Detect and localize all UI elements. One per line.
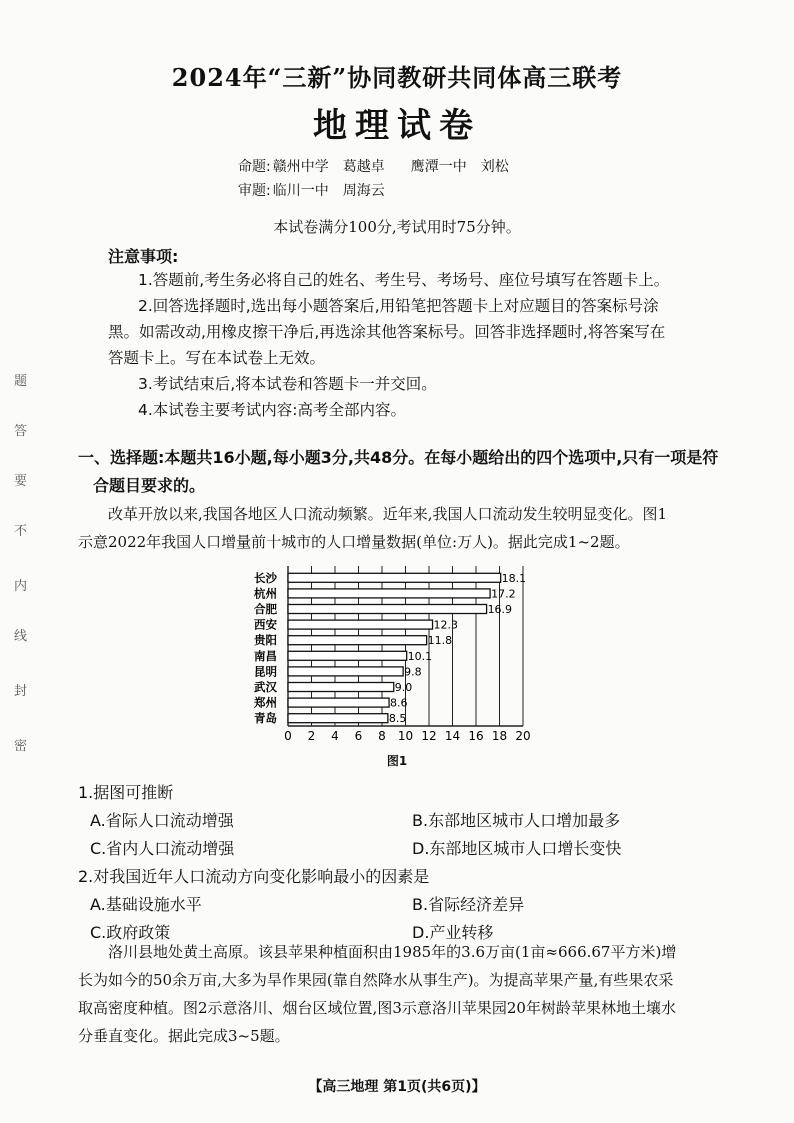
bar [288,651,407,660]
q1-option-a: A.省际人口流动增强 [90,811,234,830]
bar [288,714,388,723]
q2-option-b: B.省际经济差异 [412,895,525,914]
passage-1 [78,500,728,556]
proposer2-school: 鹰潭一中 [410,159,467,175]
passage-2-line2: 长为如今的50余万亩,大多为旱作果园(靠自然降水从事生产)。为提高苹果产量,有些果农采 [78,971,674,989]
proposers-label: 命题: [238,159,271,175]
notes-heading: 注意事项: [108,247,179,266]
q2-option-a: A.基础设施水平 [90,895,202,914]
passage-1-line2: 示意2022年我国人口增量前十城市的人口增量数据(单位:万人)。据此完成1~2题。 [78,533,630,551]
value-label: 8.6 [390,696,408,710]
category-label: 长沙 [254,570,277,585]
note-3: 3.考试结束后,将本试卷和答题卡一并交回。 [138,375,437,393]
x-tick-label: 8 [378,729,386,743]
bar [288,620,433,629]
bar [288,605,487,614]
chart-layer [253,566,531,743]
note-2-cont: 黑。如需改动,用橡皮擦干净后,再选涂其他答案标号。回答非选择题时,将答案写在 [108,323,666,341]
q2-option-d: D.产业转移 [412,923,494,942]
category-label: 昆明 [254,664,277,679]
value-label: 11.8 [427,634,453,648]
x-tick-label: 4 [331,729,339,743]
q1-option-d: D.东部地区城市人口增长变快 [412,839,622,858]
note-2: 2.回答选择题时,选出每小题答案后,用铅笔把答题卡上对应题目的答案标号涂 [138,297,659,315]
side-char: 封 [14,684,28,699]
category-label: 武汉 [254,680,277,694]
section-1-line2: 合题目要求的。 [93,476,206,495]
value-label: 10.1 [407,649,433,663]
value-label: 16.9 [487,603,513,616]
x-tick-label: 12 [421,729,437,743]
reviewer-label: 审题: [238,183,271,199]
subject-title: 地理试卷 [313,106,481,146]
reviewer-name: 周海云 [342,183,385,199]
x-tick-label: 18 [491,729,508,743]
note-4: 4.本试卷主要考试内容:高考全部内容。 [138,401,407,419]
q2-stem: 2.对我国近年人口流动方向变化影响最小的因素是 [78,867,430,886]
note-1: 1.答题前,考生务必将自己的姓名、考生号、考场号、座位号填写在答题卡上。 [138,271,670,289]
passage-2-line1: 洛川县地处黄土高原。该县苹果种植面积由1985年的3.6万亩(1亩≈666.67平方米)增 [108,943,677,961]
x-tick-label: 16 [468,729,484,743]
category-label: 贵阳 [254,633,277,648]
category-label: 青岛 [254,711,277,726]
score-line: 本试卷满分100分,考试用时75分钟。 [273,218,521,236]
bar [288,573,501,582]
population-bar-chart [250,560,550,770]
section-1-line1: 一、选择题:本题共16小题,每小题3分,共48分。在每小题给出的四个选项中,只有一项是符 [78,448,719,467]
passage-2-line4: 分垂直变化。据此完成3~5题。 [78,1027,290,1045]
bar [288,683,394,692]
section-1-heading [78,444,733,500]
value-label: 9.8 [404,665,422,679]
x-tick-label: 2 [307,729,316,743]
value-label: 8.5 [388,712,407,726]
bar [288,589,490,598]
x-tick-label: 20 [515,729,531,743]
figure-caption: 图1 [386,754,408,768]
proposer2-name: 刘松 [480,159,509,175]
exam-title: 2024年“三新”协同教研共同体高三联考 [171,63,623,92]
category-label: 杭州 [254,586,277,601]
side-char: 密 [14,739,28,754]
side-char: 内 [14,579,28,594]
side-char: 答 [14,424,28,439]
bar [288,667,403,676]
side-char: 题 [14,374,28,389]
q1-option-c: C.省内人口流动增强 [90,839,235,858]
proposers-line [238,156,523,176]
reviewer-line [238,180,399,200]
bar [288,636,427,645]
category-label: 南昌 [254,648,277,663]
passage-2-line3: 取高密度种植。图2示意洛川、烟台区域位置,图3示意洛川苹果园20年树龄苹果林地土壤水 [78,999,676,1017]
category-label: 合肥 [254,602,277,616]
bar [288,698,389,707]
category-label: 西安 [254,617,277,632]
x-tick-label: 14 [444,729,461,743]
x-tick-label: 0 [284,729,292,743]
proposer1-name: 葛越卓 [342,159,385,175]
x-tick-label: 10 [397,729,414,743]
page-footer: 【高三地理 第1页(共6页)】 [308,1079,486,1095]
q2-option-c: C.政府政策 [90,923,171,942]
x-tick-label: 6 [354,729,363,743]
passage-2 [78,938,728,1050]
value-label: 9.0 [394,681,413,694]
q1-stem: 1.据图可推断 [78,783,174,802]
passage-1-line1: 改革开放以来,我国各地区人口流动频繁。近年来,我国人口流动发生较明显变化。图1 [108,505,668,523]
proposer1-school: 赣州中学 [272,159,329,175]
side-char: 要 [14,474,28,489]
q1-option-b: B.东部地区城市人口增加最多 [412,811,621,830]
reviewer-school: 临川一中 [272,183,329,199]
note-2-end: 答题卡上。写在本试卷上无效。 [108,349,326,367]
value-label: 18.1 [501,571,527,585]
value-label: 17.2 [491,587,516,601]
category-label: 郑州 [254,695,277,710]
value-label: 12.3 [433,618,459,632]
side-char: 不 [14,524,28,539]
side-char: 线 [14,629,28,644]
